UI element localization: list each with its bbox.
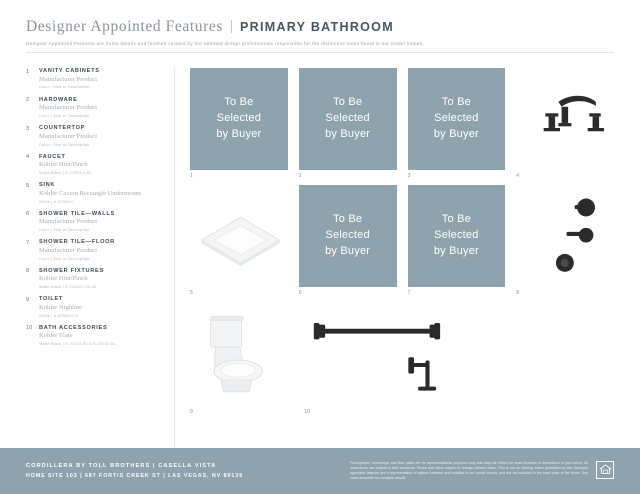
list-item [26, 125, 166, 147]
grid-row [190, 302, 614, 415]
shower-fixtures-icon [516, 185, 614, 287]
list-grid-divider [174, 68, 175, 448]
grid-cell-number: 5 [190, 290, 193, 296]
grid-cell-9 [190, 302, 293, 415]
sink-photo [190, 185, 288, 287]
list-item-meta: Color | Size or Description [39, 141, 90, 147]
list-item-title: SINK [39, 182, 56, 189]
grid-cell-10 [304, 302, 614, 415]
page-title: Designer Appointed Features [26, 18, 223, 35]
list-item-meta: Matte Black | K-27093-BL & K-27287-BL [39, 341, 117, 347]
page-footer [0, 448, 640, 494]
list-item-title: COUNTERTOP [39, 125, 86, 132]
list-item [26, 325, 166, 347]
grid-cell-number: 10 [304, 409, 311, 415]
grid-cell-5 [190, 185, 288, 296]
list-item-brand: Kohler Hint/Pinch [39, 275, 88, 283]
equal-housing-opportunity-icon [596, 461, 614, 479]
list-item-brand: Manufacturer Product [39, 104, 98, 112]
grid-cell-number: 6 [298, 290, 302, 296]
list-item-number: 5 [26, 182, 30, 189]
grid-cell-8 [516, 185, 614, 296]
list-item-number: 4 [26, 154, 30, 161]
title-row [26, 18, 614, 36]
list-item [26, 97, 166, 119]
title-separator: | [230, 18, 234, 34]
bath-accessories-photo [304, 302, 614, 406]
page-description: Designer Appointed Features are home details and finishes curated by the talented design professionals responsible for the distinctive looks found in our model homes. [26, 41, 424, 46]
features-list [26, 68, 174, 448]
toilet-icon [190, 302, 293, 406]
list-item-meta: White | K-20000-0 [39, 198, 74, 204]
list-item-brand: Kohler Hint/Pinch [39, 161, 88, 169]
countertop-placeholder: To Be Selected by Buyer [408, 68, 506, 170]
list-item-number: 8 [26, 268, 30, 275]
list-item-title: SHOWER TILE—WALLS [39, 210, 115, 217]
faucet-photo [516, 68, 614, 170]
grid-cell-number: 9 [190, 409, 193, 415]
list-item [26, 154, 166, 176]
list-item-meta: Matte Black | K-27893-4-BL [39, 170, 92, 176]
page-body [0, 59, 640, 448]
list-item-number: 1 [26, 68, 30, 75]
header-divider [26, 52, 614, 53]
grid-cell-number: 3 [407, 173, 411, 179]
footer-right [350, 461, 614, 482]
list-item-brand: Kohler Elate [39, 332, 73, 340]
hardware-placeholder: To Be Selected by Buyer [299, 68, 397, 170]
grid-cell-number: 1 [190, 173, 193, 179]
list-item-meta: Color | Size or Description [39, 227, 90, 233]
grid-cell-7 [408, 185, 506, 296]
shower-fixtures-photo [516, 185, 614, 287]
bath-accessories-icon [304, 302, 614, 406]
grid-cell-6 [299, 185, 397, 296]
list-item-brand: Manufacturer Product [39, 75, 98, 83]
grid-cell-number: 7 [407, 290, 411, 296]
sink-icon [190, 185, 288, 287]
legal-disclaimer: Photographs, renderings, and floor plans are for representational purposes only and may not reflect the exact features or dimensions of your home. All dimensions are subject to field variations. Prices and offers subject to change without notice. This is not an offering where prohibited by law. Designer appointed features are a representation of options selected and installed in our model homes, and are not included in the base price of the home. See sales associate for complete details. [350, 460, 588, 481]
grid-cell-number: 4 [516, 173, 520, 179]
list-item-title: VANITY CABINETS [39, 68, 100, 74]
grid-row [190, 185, 614, 296]
list-item-meta: Color | Size or Description [39, 112, 90, 118]
vanity-cabinets-placeholder: To Be Selected by Buyer [190, 68, 288, 170]
list-item-brand: Kohler Highline [39, 303, 83, 311]
list-item [26, 68, 166, 90]
list-item-brand: Manufacturer Product [39, 218, 98, 226]
list-item-title: FAUCET [39, 153, 66, 160]
community-name: CORDILLERA BY TOLL BROTHERS | CASELLA VISTA [26, 463, 217, 469]
page-subtitle-room: PRIMARY BATHROOM [240, 20, 394, 34]
shower-tile-floor-placeholder: To Be Selected by Buyer [408, 185, 506, 287]
list-item-number: 7 [26, 239, 30, 246]
list-item-number: 2 [26, 97, 30, 104]
list-item-title: HARDWARE [39, 96, 78, 103]
grid-cell-number: 2 [298, 173, 302, 179]
list-item-title: SHOWER FIXTURES [39, 267, 104, 274]
list-item-brand: Manufacturer Product [39, 132, 98, 140]
page-header [0, 0, 640, 59]
list-item [26, 296, 166, 318]
list-item-meta: Matte Black | K-T28107-4D-BL [39, 284, 98, 290]
list-item-meta: White | K-4298410-0 [39, 312, 79, 318]
list-item-title: TOILET [39, 296, 63, 303]
list-item-title: SHOWER TILE—FLOOR [39, 239, 115, 246]
grid-cell-1 [190, 68, 288, 179]
toilet-photo [190, 302, 293, 406]
list-item-number: 3 [26, 125, 30, 132]
grid-cell-4 [516, 68, 614, 179]
list-item-brand: Kohler Caxton Rectangle Undermount [39, 189, 141, 197]
list-item-title: BATH ACCESSORIES [39, 324, 108, 331]
list-item [26, 239, 166, 261]
list-item-meta: Color | Size or Description [39, 84, 90, 90]
grid-cell-number: 8 [516, 290, 520, 296]
list-item [26, 182, 166, 204]
grid-cell-2 [299, 68, 397, 179]
grid-cell-3 [408, 68, 506, 179]
list-item-number: 9 [26, 296, 30, 303]
community-info [26, 463, 243, 479]
list-item [26, 268, 166, 290]
grid-row [190, 68, 614, 179]
shower-tile-walls-placeholder: To Be Selected by Buyer [299, 185, 397, 287]
list-item-number: 10 [26, 325, 33, 332]
list-item-brand: Manufacturer Product [39, 246, 98, 254]
list-item-meta: Color | Size or Description [39, 255, 90, 261]
list-item [26, 211, 166, 233]
list-item-number: 6 [26, 211, 30, 218]
product-grid [190, 68, 614, 448]
faucet-icon [516, 68, 614, 170]
home-site-address: HOME SITE 103 | 687 FORTIS CREEK ST | LAS VEGAS, NV 89139 [26, 473, 244, 479]
